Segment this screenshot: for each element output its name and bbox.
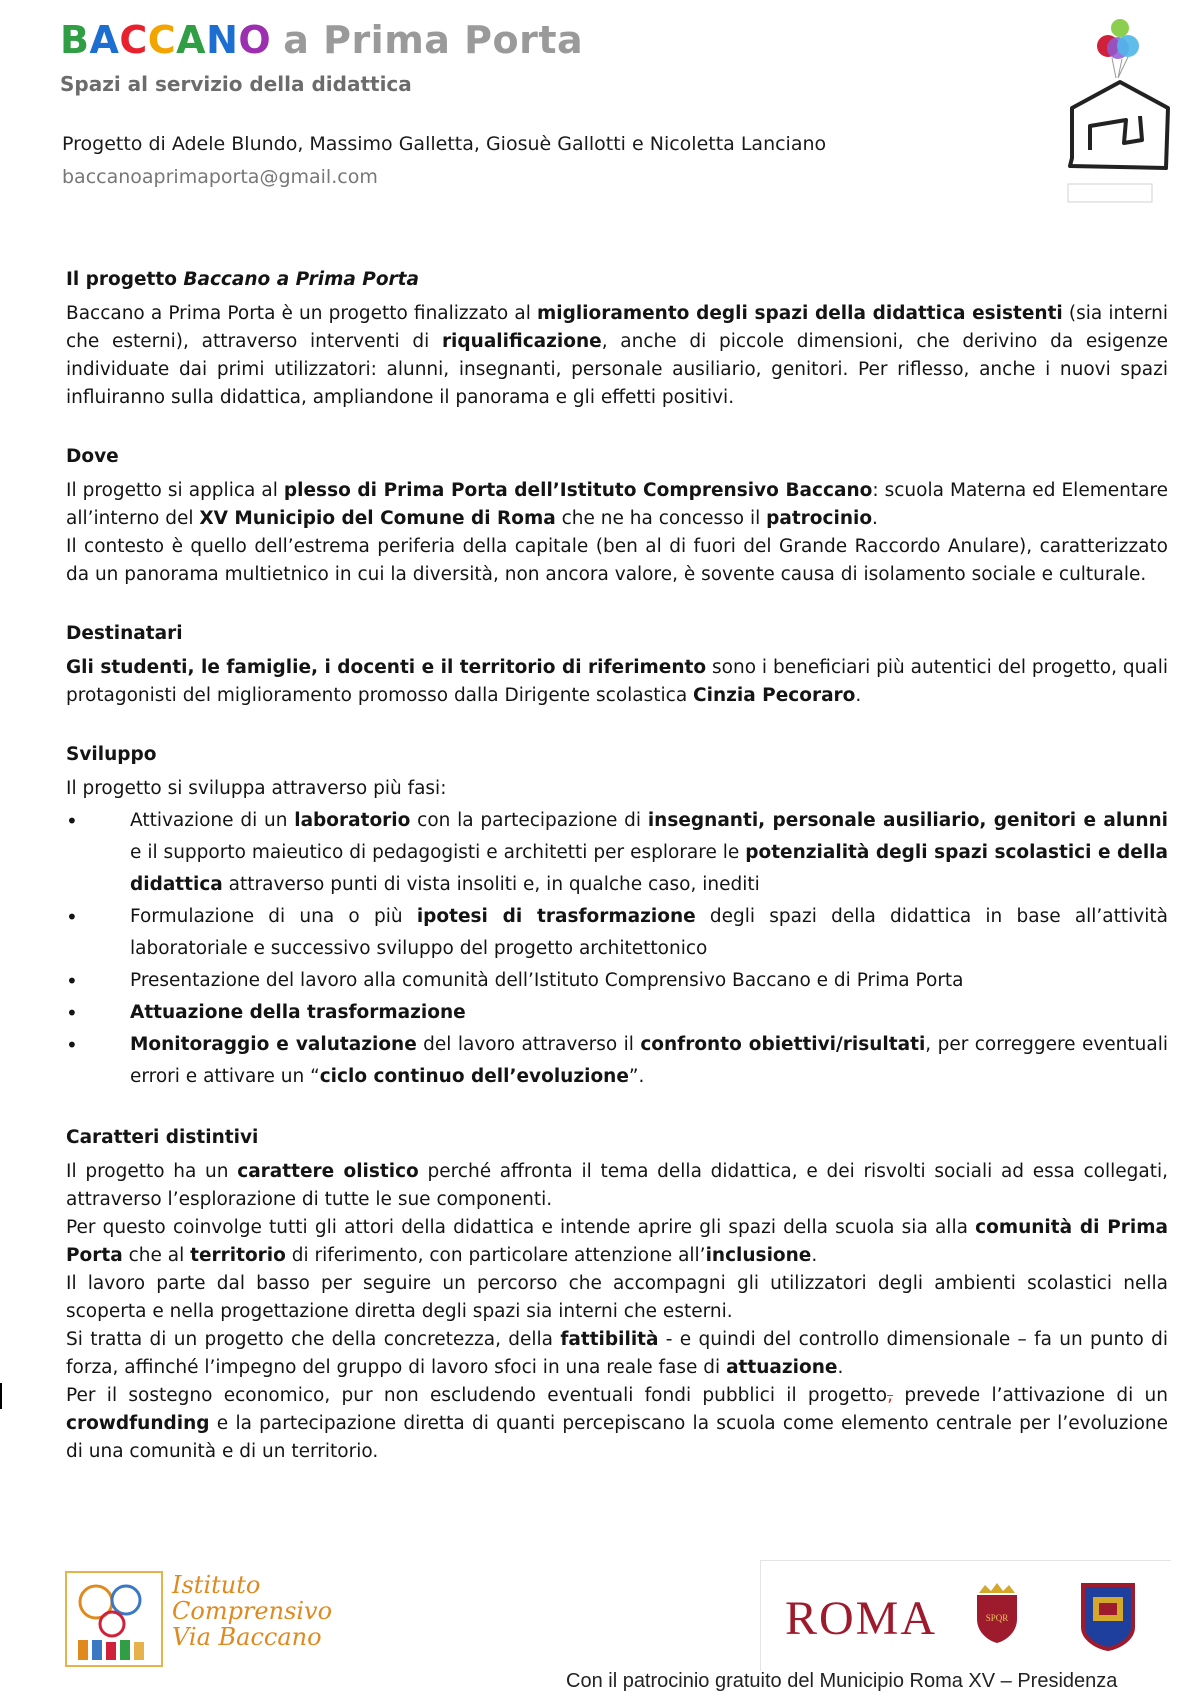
paragraph: Per il sostegno economico, pur non escludendo eventuali fondi pubblici il progetto, prevede l’attivazione di un crowdfunding e la partecipazione diretta di quanti percepiscano la scuola come elemento centrale per l’evoluzione di una comunità e di un territorio. [66, 1385, 1168, 1462]
list-item: • Formulazione di una o più ipotesi di trasformazione degli spazi della didattica in base all’attività laboratoriale e successivo sviluppo del progetto architettonico [66, 901, 1168, 965]
title-word-baccano [60, 18, 271, 62]
title-rest: a Prima Porta [283, 18, 584, 62]
section-progetto [66, 266, 1168, 412]
authors-line: Progetto di Adele Blundo, Massimo Galletta, Giosuè Gallotti e Nicoletta Lanciano [62, 133, 827, 155]
document-header [60, 14, 583, 96]
roma-wordmark: ROMA [785, 1592, 938, 1645]
children-family-icon [64, 1570, 164, 1668]
list-item: • Presentazione del lavoro alla comunità dell’Istituto Comprensivo Baccano e di Prima Porta [66, 965, 1168, 997]
title-letter: C [119, 18, 148, 62]
list-item: • Attuazione della trasformazione [66, 997, 1168, 1029]
contact-email: baccanoaprimaporta@gmail.com [62, 166, 378, 188]
list-item: • Monitoraggio e valutazione del lavoro attraverso il confronto obiettivi/risultati, per correggere eventuali errori e attivare un “ciclo continuo dell’evoluzione”. [66, 1029, 1168, 1093]
phases-list [66, 805, 1168, 1093]
house-balloons-logo-icon [1060, 8, 1180, 214]
title-letter: A [176, 18, 207, 62]
paragraph: Si tratta di un progetto che della concretezza, della fattibilità - e quindi del controllo dimensionale – fa un punto di forza, affinché l’impegno del gruppo di lavoro sfoci in una reale fase di attuazione. [66, 1329, 1168, 1378]
section-dove [66, 443, 1168, 589]
section-heading: Dove [66, 446, 119, 467]
title-letter: O [238, 18, 272, 62]
istituto-logo-text: Istituto Comprensivo Via Baccano [172, 1571, 333, 1651]
roma-shield-icon [971, 1583, 1023, 1645]
municipio-crest-icon [1079, 1581, 1137, 1651]
section-destinatari [66, 620, 1168, 710]
paragraph: Il progetto si applica al plesso di Prima Porta dell’Istituto Comprensivo Baccano: scuola Materna ed Elementare all’interno del XV Municipio del Comune di Roma che ne ha concesso il patrocinio. [66, 480, 1168, 529]
title-letter: B [60, 18, 90, 62]
section-heading: Destinatari [66, 623, 183, 644]
section-heading: Caratteri distintivi [66, 1127, 259, 1148]
tracked-deletion: , [887, 1385, 894, 1406]
document-title [60, 14, 583, 66]
paragraph: Il progetto si sviluppa attraverso più fasi: [66, 778, 447, 799]
istituto-comprensivo-logo [64, 1570, 344, 1668]
text-change-bar [0, 1383, 2, 1409]
paragraph: Gli studenti, le famiglie, i docenti e il territorio di riferimento sono i beneficiari più autentici del progetto, quali protagonisti del miglioramento promosso dalla Dirigente scolastica Cinzia Pecoraro. [66, 657, 1168, 706]
paragraph: Il lavoro parte dal basso per seguire un percorso che accompagni gli utilizzatori degli ambienti scolastici nella scoperta e nella progettazione diretta degli spazi sia interni che esterni. [66, 1273, 1168, 1322]
svg-text:SPQR: SPQR [985, 1613, 1009, 1623]
paragraph: Baccano a Prima Porta è un progetto finalizzato al miglioramento degli spazi della didattica esistenti (sia interni che esterni), attraverso interventi di riqualificazione, anche di piccole dimensioni, che derivino da esigenze individuate dai primi utilizzatori: alunni, insegnanti, personale ausiliario, genitori. Per riflesso, anche i nuovi spazi influiranno sulla didattica, ampliandone il panorama e gli effetti positivi. [66, 303, 1169, 408]
section-caratteri-distintivi [66, 1124, 1168, 1466]
list-item: • Attivazione di un laboratorio con la partecipazione di insegnanti, personale ausiliario, genitori e alunni e il supporto maieutico di pedagogisti e architetti per esplorare le potenzialità degli spazi scolastici e della didattica attraverso punti di vista insoliti e, in qualche caso, inediti [66, 805, 1168, 901]
paragraph: Il progetto ha un carattere olistico perché affronta il tema della didattica, e dei risvolti sociali ad essa collegati, attraverso l’esplorazione di tutte le sue componenti. [66, 1161, 1169, 1210]
patrocinio-caption: Con il patrocinio gratuito del Municipio Roma XV – Presidenza [566, 1670, 1118, 1692]
paragraph: Per questo coinvolge tutti gli attori della didattica e intende aprire gli spazi della scuola sia alla comunità di Prima Porta che al territorio di riferimento, con particolare attenzione all’inclusione. [66, 1217, 1168, 1266]
document-subtitle: Spazi al servizio della didattica [60, 72, 412, 96]
section-heading: Sviluppo [66, 744, 157, 765]
roma-municipio-logos [760, 1560, 1171, 1671]
paragraph: Il contesto è quello dell’estrema periferia della capitale (ben al di fuori del Grande Raccordo Anulare), caratterizzato da un panorama multietnico in cui la diversità, non ancora valore, è sovente causa di isolamento sociale e culturale. [66, 536, 1168, 585]
title-letter: A [89, 18, 120, 62]
title-letter: C [147, 18, 177, 62]
document-body [66, 266, 1168, 1497]
title-letter: N [206, 18, 239, 62]
section-sviluppo [66, 741, 1168, 1093]
section-heading: Il progetto Baccano a Prima Porta [66, 269, 419, 290]
